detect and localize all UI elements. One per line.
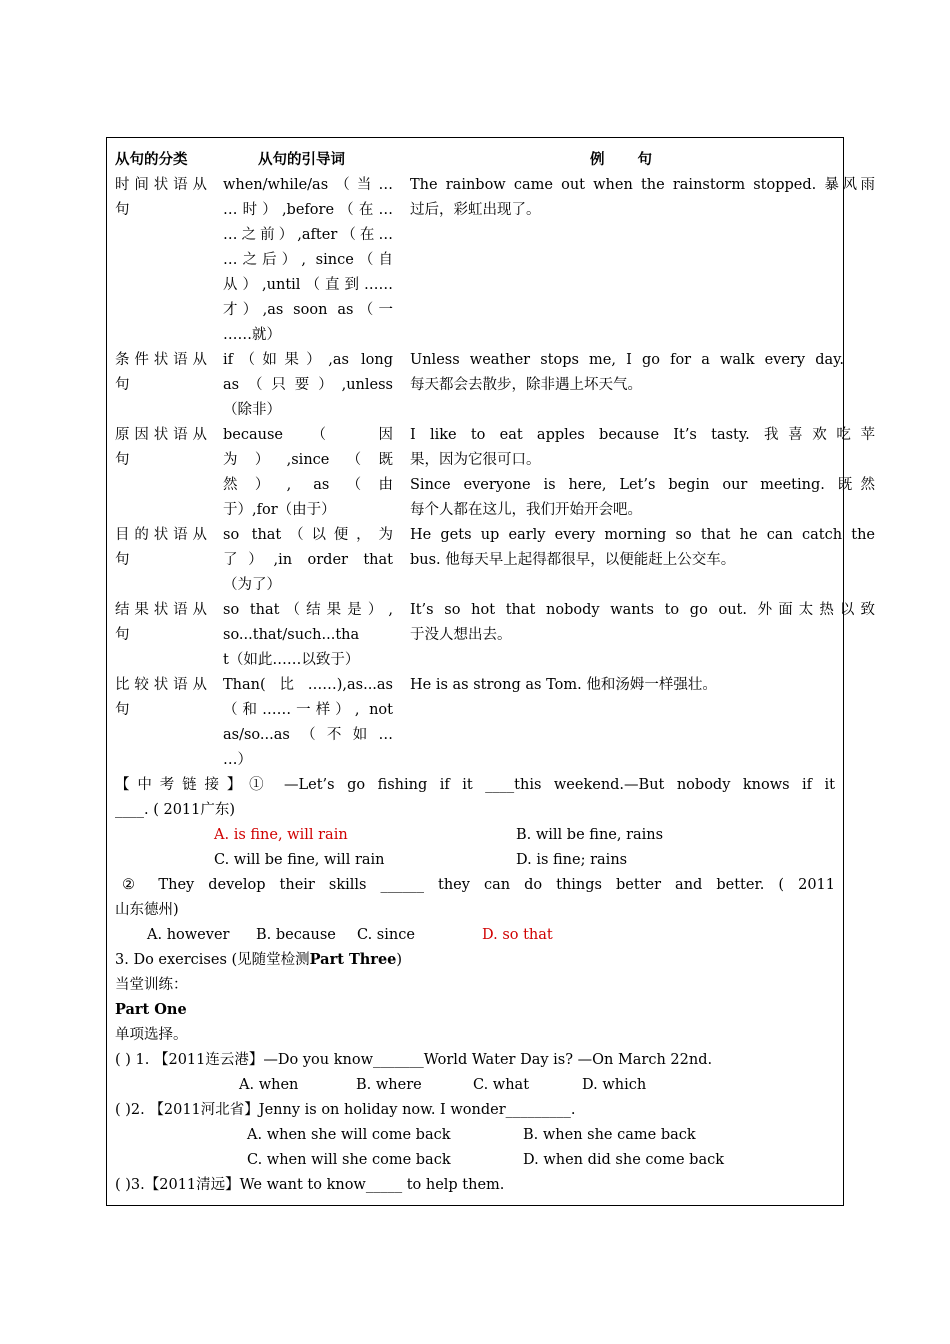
row-purpose-example-2: bus. 他每天早上起得都很早，以便能赶上公交车。 xyxy=(410,552,736,568)
link-q1-option-d: D. is fine; rains xyxy=(516,852,628,868)
row-result-category-1: 结果状语从 xyxy=(115,602,207,618)
exercise-intro-prefix: 3. Do exercises (见随堂检测 xyxy=(115,952,310,968)
row-reason-example-1: I like to eat apples because It’s tasty. 我喜欢吃苹 xyxy=(410,427,875,443)
row-reason-conj-1: because （ 因 xyxy=(223,427,393,443)
exercise-q2: ( )2. 【2011河北省】Jenny is on holiday now. I wonder_________. xyxy=(115,1102,576,1118)
row-time-conj-6: 才）,as soon as（一 xyxy=(223,302,393,318)
row-time-conj-3: …之前）,after（在… xyxy=(223,227,393,243)
row-condition-conj-2: as（只要）,unless xyxy=(223,377,393,393)
link-q1-line1: 【中考链接】① —Let’s go fishing if it ____this weekend.—But nobody knows if it xyxy=(115,777,835,793)
single-choice-heading: 单项选择。 xyxy=(115,1027,188,1043)
exercise-q2-option-c: C. when will she come back xyxy=(247,1152,451,1168)
link-q2-option-c: C. since xyxy=(357,927,415,943)
row-time-conj-1: when/while/as（当… xyxy=(223,177,393,193)
row-comparison-conj-4: …） xyxy=(223,752,252,768)
link-q2-line2: 山东德州) xyxy=(115,902,179,918)
row-reason-conj-3: 然）, as（由 xyxy=(223,477,393,493)
row-reason-example-4: 每个人都在这儿，我们开始开会吧。 xyxy=(410,502,642,518)
link-q1-option-c: C. will be fine, will rain xyxy=(214,852,385,868)
link-q2-option-b: B. because xyxy=(256,927,336,943)
row-comparison-conj-3: as/so...as（不如… xyxy=(223,727,393,743)
row-time-category-2: 句 xyxy=(115,202,130,218)
row-condition-conj-1: if（如果）,as long xyxy=(223,352,393,368)
link-q1-option-a: A. is fine, will rain xyxy=(214,827,348,843)
row-reason-conj-4: 于）,for（由于） xyxy=(223,502,336,518)
row-comparison-conj-1: Than(比……),as...as xyxy=(223,677,393,693)
exercise-intro-suffix: ) xyxy=(396,952,403,968)
row-result-example-2: 于没人想出去。 xyxy=(410,627,512,643)
part-one-heading: Part One xyxy=(115,1001,187,1018)
row-time-example-2: 过后，彩虹出现了。 xyxy=(410,202,541,218)
exercise-intro-bold: Part Three xyxy=(309,951,397,968)
row-result-category-2: 句 xyxy=(115,627,130,643)
exercise-q1: ( ) 1. 【2011连云港】—Do you know_______World Water Day is? —On March 22nd. xyxy=(115,1052,713,1068)
link-q2-line1: ② They develop their skills ______ they can do things better and better. ( 2011 xyxy=(122,877,835,893)
link-q1-line2: ____. ( 2011广东) xyxy=(115,802,236,818)
row-condition-category-1: 条件状语从 xyxy=(115,352,207,368)
row-comparison-conj-2: （和……一样）, not xyxy=(223,702,393,718)
row-time-conj-2: …时）,before（在… xyxy=(223,202,393,218)
row-reason-example-2: 果，因为它很可口。 xyxy=(410,452,541,468)
row-comparison-category-1: 比较状语从 xyxy=(115,677,207,693)
row-condition-example-1: Unless weather stops me, I go for a walk every day. xyxy=(410,352,844,368)
training-heading: 当堂训练： xyxy=(115,977,188,993)
row-purpose-category-1: 目的状语从 xyxy=(115,527,207,543)
row-condition-category-2: 句 xyxy=(115,377,130,393)
row-purpose-conj-3: （为了） xyxy=(223,577,281,593)
link-q2-option-d: D. so that xyxy=(482,927,553,943)
exercise-q3: ( )3.【2011清远】We want to know_____ to help them. xyxy=(115,1177,505,1193)
exercise-q2-option-d: D. when did she come back xyxy=(523,1152,725,1168)
exercise-intro xyxy=(115,950,402,970)
row-purpose-conj-1: so that（以便，为 xyxy=(223,527,393,543)
content-frame xyxy=(106,137,844,1206)
row-time-conj-5: 从）,until（直到…… xyxy=(223,277,393,293)
row-condition-conj-3: （除非） xyxy=(223,402,281,418)
row-reason-conj-2: 为）,since（既 xyxy=(223,452,393,468)
row-reason-category-1: 原因状语从 xyxy=(115,427,207,443)
header-category: 从句的分类 xyxy=(115,151,188,168)
row-result-conj-3: t（如此……以致于） xyxy=(223,652,360,668)
exercise-q2-option-a: A. when she will come back xyxy=(247,1127,451,1143)
exercise-q1-option-d: D. which xyxy=(582,1077,647,1093)
row-time-conj-4: …之后）, since（自 xyxy=(223,252,393,268)
exercise-q1-option-c: C. what xyxy=(473,1077,530,1093)
row-comparison-category-2: 句 xyxy=(115,702,130,718)
row-time-category-1: 时间状语从 xyxy=(115,177,207,193)
row-time-conj-7: ……就） xyxy=(223,327,281,343)
row-reason-category-2: 句 xyxy=(115,452,130,468)
row-purpose-category-2: 句 xyxy=(115,552,130,568)
header-conjunctions: 从句的引导词 xyxy=(258,151,345,168)
link-q2-option-a: A. however xyxy=(147,927,230,943)
row-condition-example-2: 每天都会去散步，除非遇上坏天气。 xyxy=(410,377,642,393)
link-q1-option-b: B. will be fine, rains xyxy=(516,827,664,843)
header-examples: 例 句 xyxy=(590,151,667,168)
row-reason-example-3: Since everyone is here, Let’s begin our meeting. 既然 xyxy=(410,477,875,493)
row-purpose-conj-2: 了）,in order that xyxy=(223,552,393,568)
row-result-example-1: It’s so hot that nobody wants to go out. 外面太热以致 xyxy=(410,602,875,618)
row-comparison-example-1: He is as strong as Tom. 他和汤姆一样强壮。 xyxy=(410,677,717,693)
row-purpose-example-1: He gets up early every morning so that he can catch the xyxy=(410,527,875,543)
row-time-example-1: The rainbow came out when the rainstorm stopped. 暴风雨 xyxy=(410,177,875,193)
row-result-conj-2: so...that/such...tha xyxy=(223,627,360,643)
exercise-q1-option-b: B. where xyxy=(356,1077,422,1093)
row-result-conj-1: so that（结果是）, xyxy=(223,602,393,618)
exercise-q2-option-b: B. when she came back xyxy=(523,1127,696,1143)
exercise-q1-option-a: A. when xyxy=(239,1077,299,1093)
